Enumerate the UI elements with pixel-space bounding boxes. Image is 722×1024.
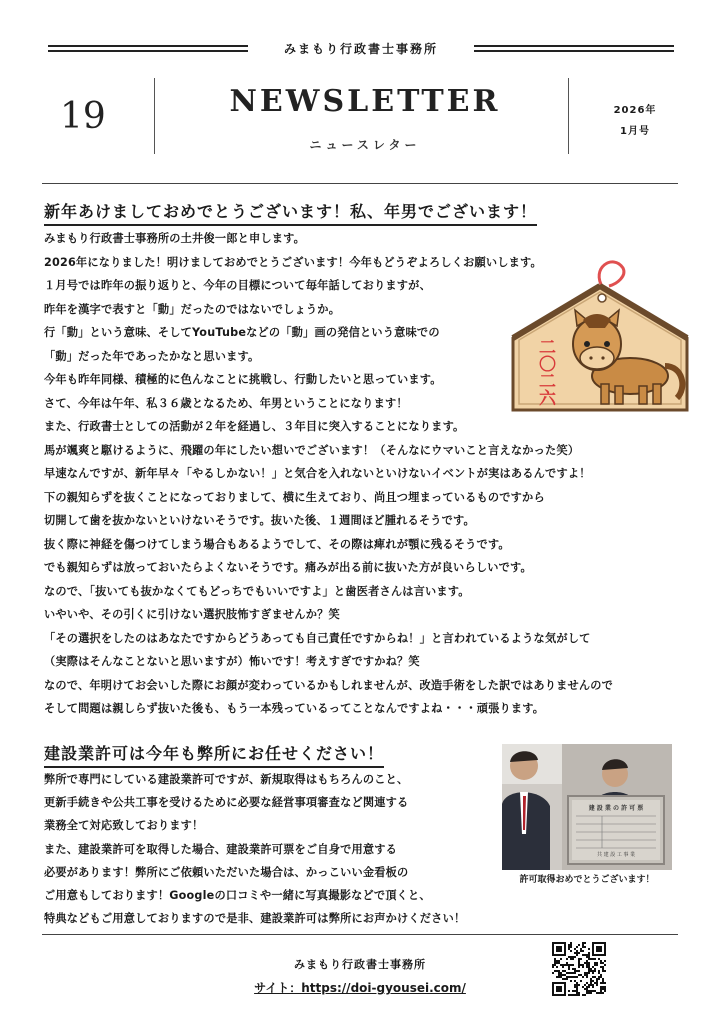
- section1-line: なので、「抜いても抜かなくてもどっちでもいいですよ」と歯医者さんは言います。: [44, 584, 470, 598]
- section1-line: なので、年明けてお会いした際にお顔が変わっているかもしれませんが、改造手術をした訳ではありませんので: [44, 678, 614, 692]
- header-divider-left: [154, 78, 155, 154]
- section2-line: 業務全て対応致しております！: [44, 819, 204, 833]
- issue-number: 19: [60, 96, 106, 137]
- header-top-bar: [48, 43, 674, 57]
- section1-line: さて、今年は午年、私３６歳となるため、年男ということになります！: [44, 396, 408, 410]
- section1-line: でも親知らずは放っておいたらよくないそうです。痛みが出る前に抜いた方が良いらしいです。: [44, 561, 532, 574]
- newsletter-subtitle: ニュースレター: [309, 138, 421, 152]
- issue-year: 2026年: [613, 105, 657, 116]
- ema-string-icon: [599, 262, 624, 288]
- newsletter-title: NEWSLETTER: [229, 84, 501, 119]
- section2-line: 弊所で専門にしている建設業許可ですが、新規取得はもちろんのこと、: [44, 773, 409, 786]
- section2-line: 特典などもご用意しておりますので是非、建設業許可は弊所にお声かけください！: [44, 912, 466, 926]
- rule-left: [48, 45, 248, 47]
- section1-line: また、行政書士としての活動が２年を経過し、３年目に突入することになります。: [44, 420, 465, 433]
- section2-line: 更新手続きや公共工事を受けるために必要な経営事項審査など関連する: [44, 796, 409, 810]
- footer-site-text[interactable]: サイト：https://doi-gyousei.com/: [254, 981, 466, 995]
- sign-footer: 共 建 設 工 事 業: [597, 852, 635, 858]
- office-name-header: みまもり行政書士事務所: [283, 42, 438, 56]
- section1-line: １月号では昨年の振り返りと、今年の目標について毎年話しておりますが、: [44, 279, 431, 292]
- section1-heading: 新年あけましておめでとうございます！私、年男でございます！: [44, 199, 537, 226]
- section1-line: いやいや、その引くに引けない選択肢怖すぎませんか？笑: [44, 608, 340, 621]
- section1-line: 「動」だった年であったかなと思います。: [44, 349, 260, 363]
- section2-line: ご用意もしております！Googleの口コミや一緒に写真撮影などで頂くと、: [44, 889, 431, 902]
- section1-line: 今年も昨年同様、積極的に色んなことに挑戦し、行動したいと思っています。: [44, 373, 442, 386]
- footer-top-rule: [42, 934, 678, 935]
- qr-code-icon[interactable]: [552, 942, 606, 996]
- section2-heading: 建設業許可は今年も弊所にお任せください！: [44, 741, 384, 768]
- header-divider-right: [568, 78, 569, 154]
- section1-line: 2026年になりました！明けましておめでとうございます！今年もどうぞよろしくお願いします。: [44, 255, 542, 269]
- section2-line: また、建設業許可を取得した場合、建設業許可票をご自身で用意する: [44, 842, 398, 856]
- photo-caption: 許可取得おめでとうございます！: [519, 875, 655, 885]
- footer-office-name: みまもり行政書士事務所: [294, 958, 426, 971]
- section1-line: （実際はそんなことないと思いますが）怖いです！考えすぎですかね？笑: [44, 655, 420, 668]
- section1-line: 昨年を漢字で表すと「動」だったのではないでしょうか。: [44, 302, 341, 316]
- issue-month: 1月号: [620, 126, 650, 137]
- section1-line: 切開して歯を抜かないといけないそうです。抜いた後、１週間ほど腫れるそうです。: [44, 514, 475, 527]
- sign-title: 建 設 業 の 許 可 票: [588, 805, 644, 812]
- rule-right-lower: [474, 50, 674, 52]
- license-sign-icon: [568, 796, 664, 864]
- ema-year-text: 二〇二六: [535, 338, 555, 406]
- horse-ema-illustration: [505, 248, 695, 418]
- section1-line: 抜く際に神経を傷つけてしまう場合もあるようでして、その際は痺れが顎に残るそうです。: [44, 537, 510, 551]
- header-bottom-rule: [42, 183, 678, 184]
- footer-site-link[interactable]: [200, 979, 520, 996]
- section1-line: 馬が颯爽と駆けるように、飛躍の年にしたい想いでございます！（そんなにウマいこと言えなかった笑）: [44, 443, 580, 457]
- section1-line: 早速なんですが、新年早々「やるしかない！」と気合を入れないといけないイベントが実はあるんですよ！: [44, 467, 591, 480]
- section2-body: [44, 771, 504, 931]
- section1-line: そして問題は親しらず抜いた後も、もう一本残っているってことなんですよね・・・頑張ります。: [44, 702, 545, 715]
- rule-right: [474, 45, 674, 47]
- license-photo: [502, 744, 672, 870]
- rule-left-lower: [48, 50, 248, 52]
- section1-line: みまもり行政書士事務所の土井俊一郎と申します。: [44, 232, 306, 245]
- section1-line: 行「動」という意味、そしてYouTubeなどの「動」画の発信という意味での: [44, 326, 440, 339]
- section2-line: 必要があります！弊所にご依頼いただいた場合は、かっこいい金看板の: [44, 865, 409, 879]
- section1-line: 「その選択をしたのはあなたですからどうあっても自己責任ですからね！」と言われているような気がして: [44, 631, 591, 645]
- section1-line: 下の親知らずを抜くことになっておりまして、横に生えており、尚且つ埋まっているものですから: [44, 490, 545, 504]
